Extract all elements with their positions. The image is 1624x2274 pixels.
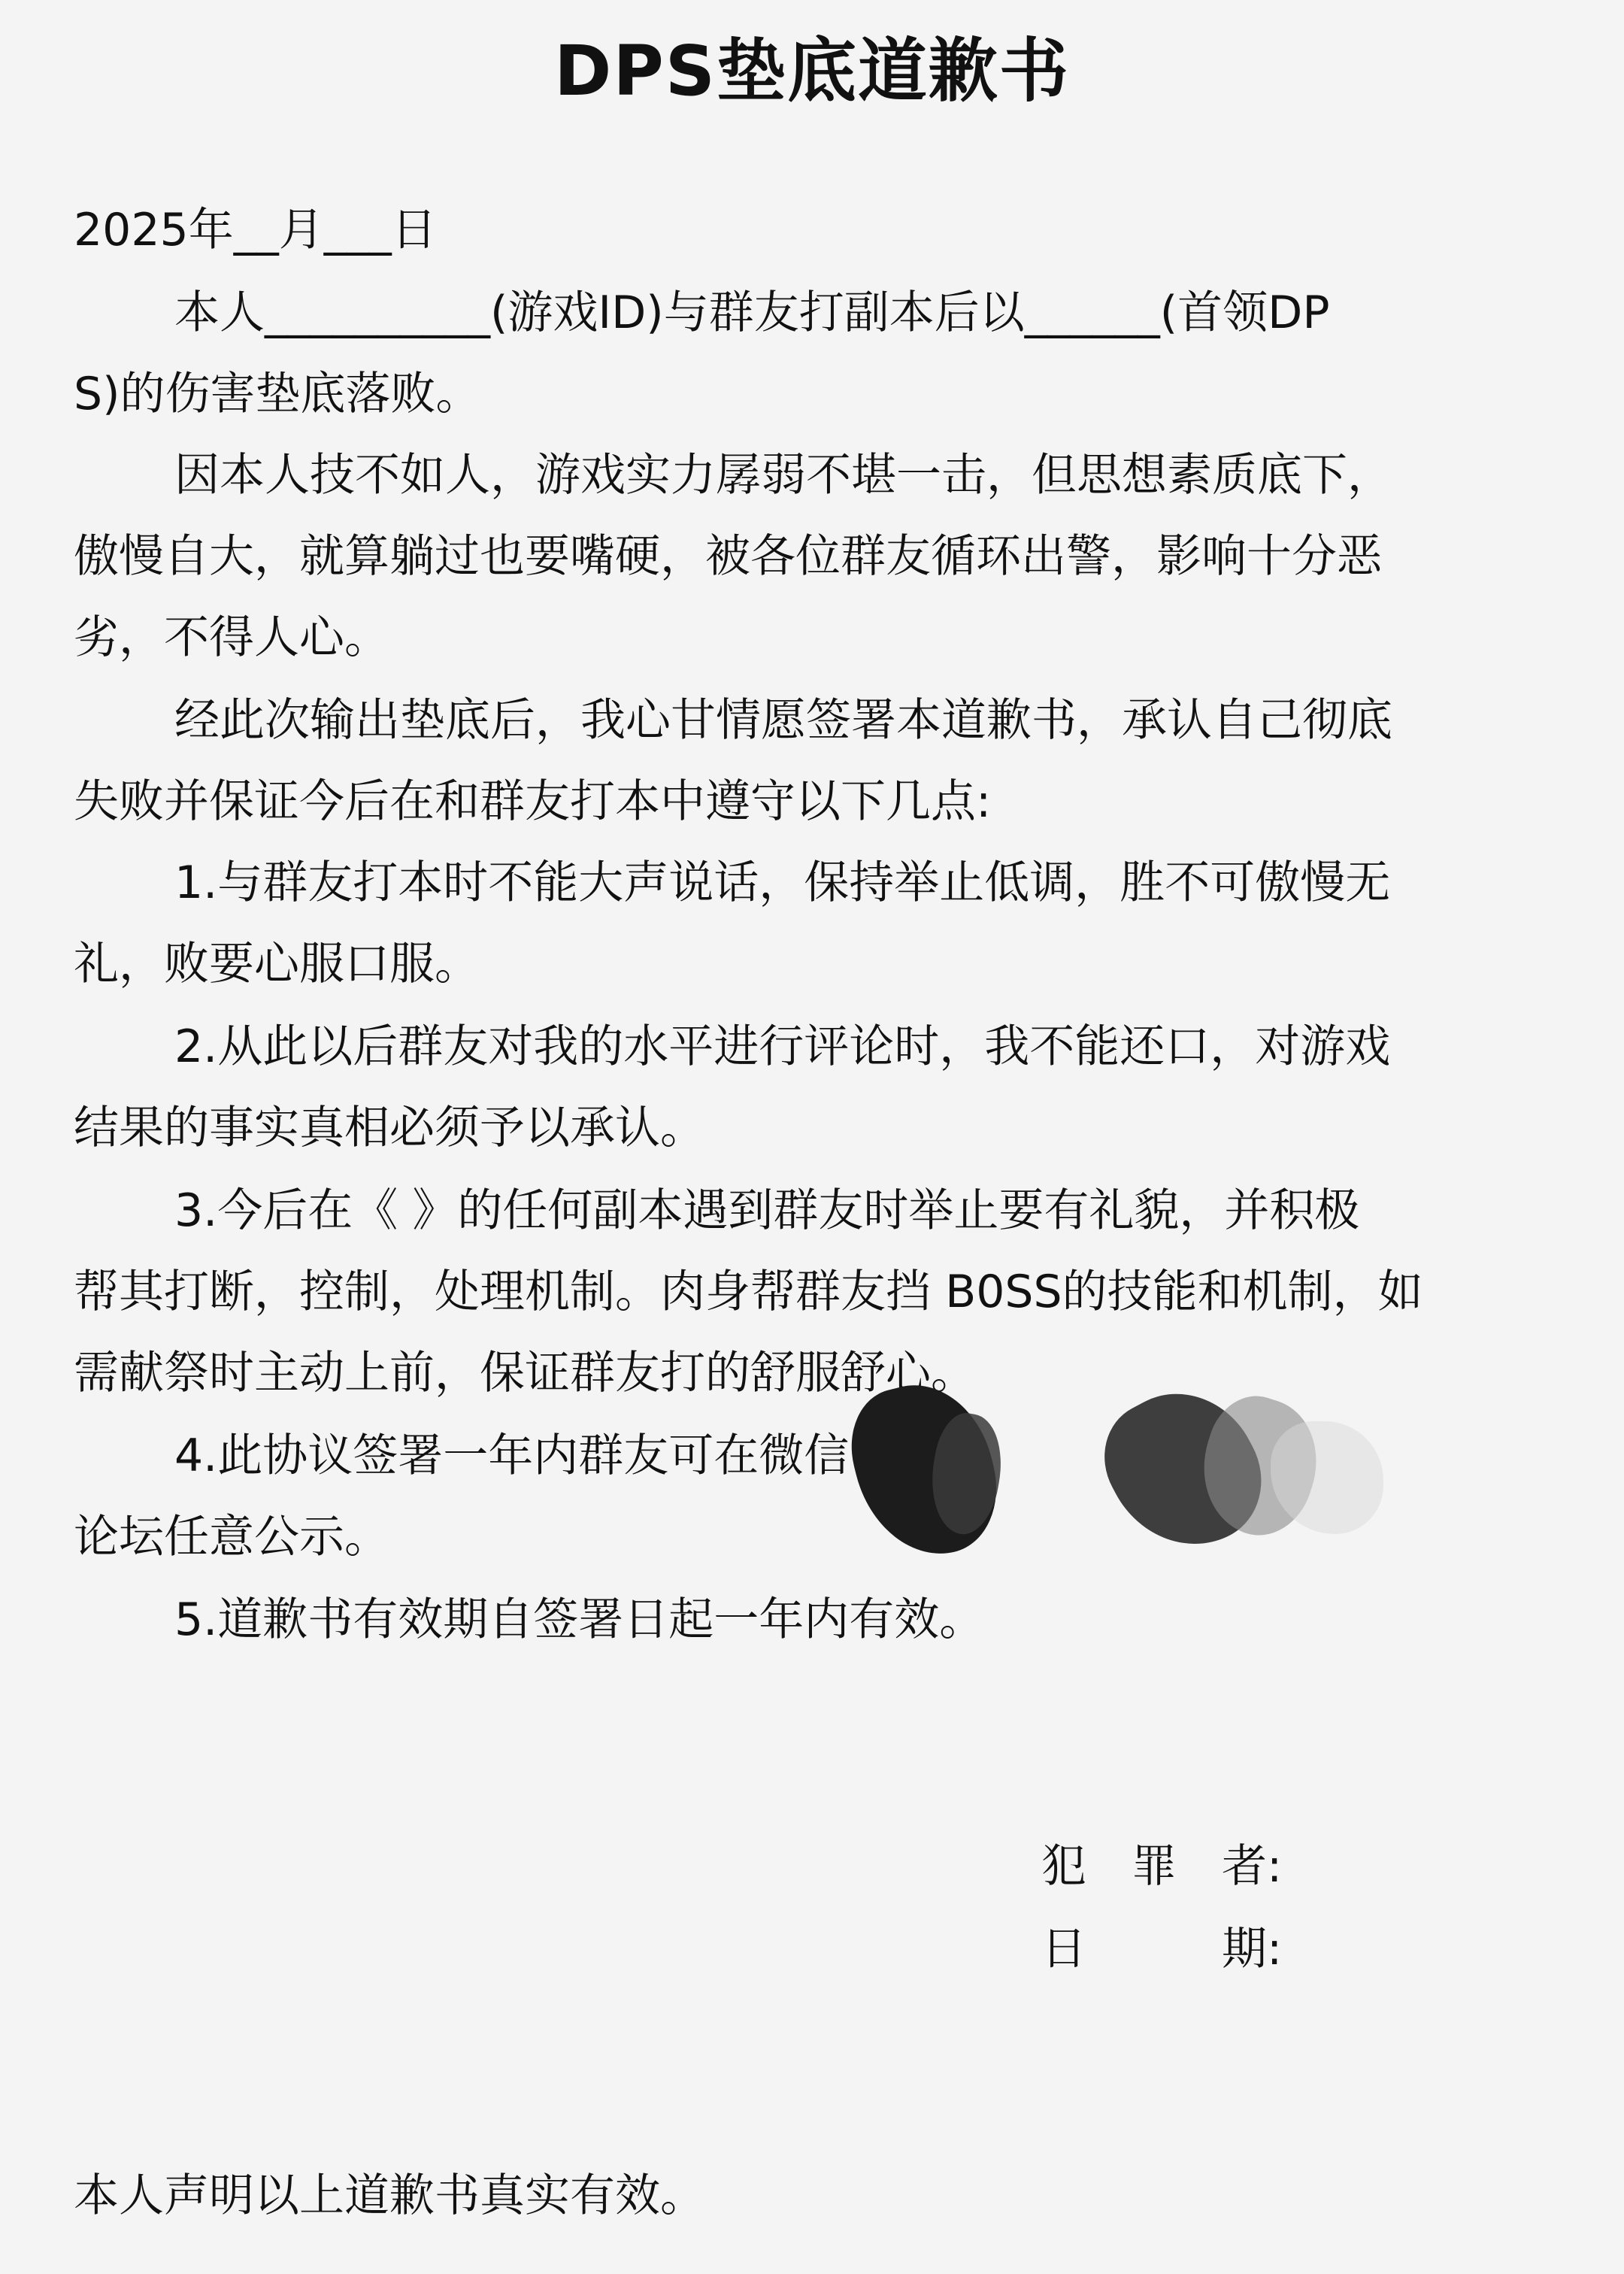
- document-title: DPS垫底道歉书: [553, 31, 1071, 111]
- item2-line2: 结果的事实真相必须予以承认。: [74, 1102, 705, 1154]
- paragraph3-line1: 经此次输出垫底后，我心甘情愿签署本道歉书，承认自己彻底: [174, 694, 1392, 747]
- item1-line2: 礼，败要心服口服。: [74, 938, 480, 990]
- signature-date-label: 日 期:: [1041, 1923, 1283, 1975]
- date-line: 2025年__月___日: [74, 204, 437, 256]
- item1-line1: 1.与群友打本时不能大声说话，保持举止低调，胜不可傲慢无: [174, 857, 1391, 909]
- paragraph2-line2: 傲慢自大，就算躺过也要嘴硬，被各位群友循环出警，影响十分恶: [74, 530, 1382, 583]
- item3-line1: 3.今后在《 》的任何副本遇到群友时举止要有礼貌，并积极: [174, 1184, 1360, 1237]
- item3-line2: 帮其打断，控制，处理机制。肉身帮群友挡 B0SS的技能和机制，如: [74, 1266, 1423, 1318]
- declaration-line: 本人声明以上道歉书真实有效。: [74, 2169, 705, 2222]
- paragraph2-line3: 劣，不得人心。: [74, 611, 389, 664]
- item2-line1: 2.从此以后群友对我的水平进行评论时，我不能还口，对游戏: [174, 1020, 1391, 1073]
- paragraph3-line2: 失败并保证今后在和群友打本中遵守以下几点:: [74, 775, 992, 828]
- item5-line: 5.道歉书有效期自签署日起一年内有效。: [174, 1593, 985, 1646]
- paragraph2-line1: 因本人技不如人，游戏实力孱弱不堪一击，但思想素质底下，: [174, 449, 1392, 502]
- paragraph1-line2: S)的伤害垫底落败。: [74, 368, 481, 420]
- signer-label: 犯 罪 者:: [1041, 1840, 1283, 1893]
- paragraph1-line1: 本人__________(游戏ID)与群友打副本后以______(首领DP: [174, 287, 1330, 339]
- item4-line1: 4.此协议签署一年内群友可在微信: [174, 1430, 850, 1482]
- item3-line3: 需献祭时主动上前，保证群友打的舒服舒心。: [74, 1347, 976, 1399]
- item4-line2: 论坛任意公示。: [74, 1511, 389, 1563]
